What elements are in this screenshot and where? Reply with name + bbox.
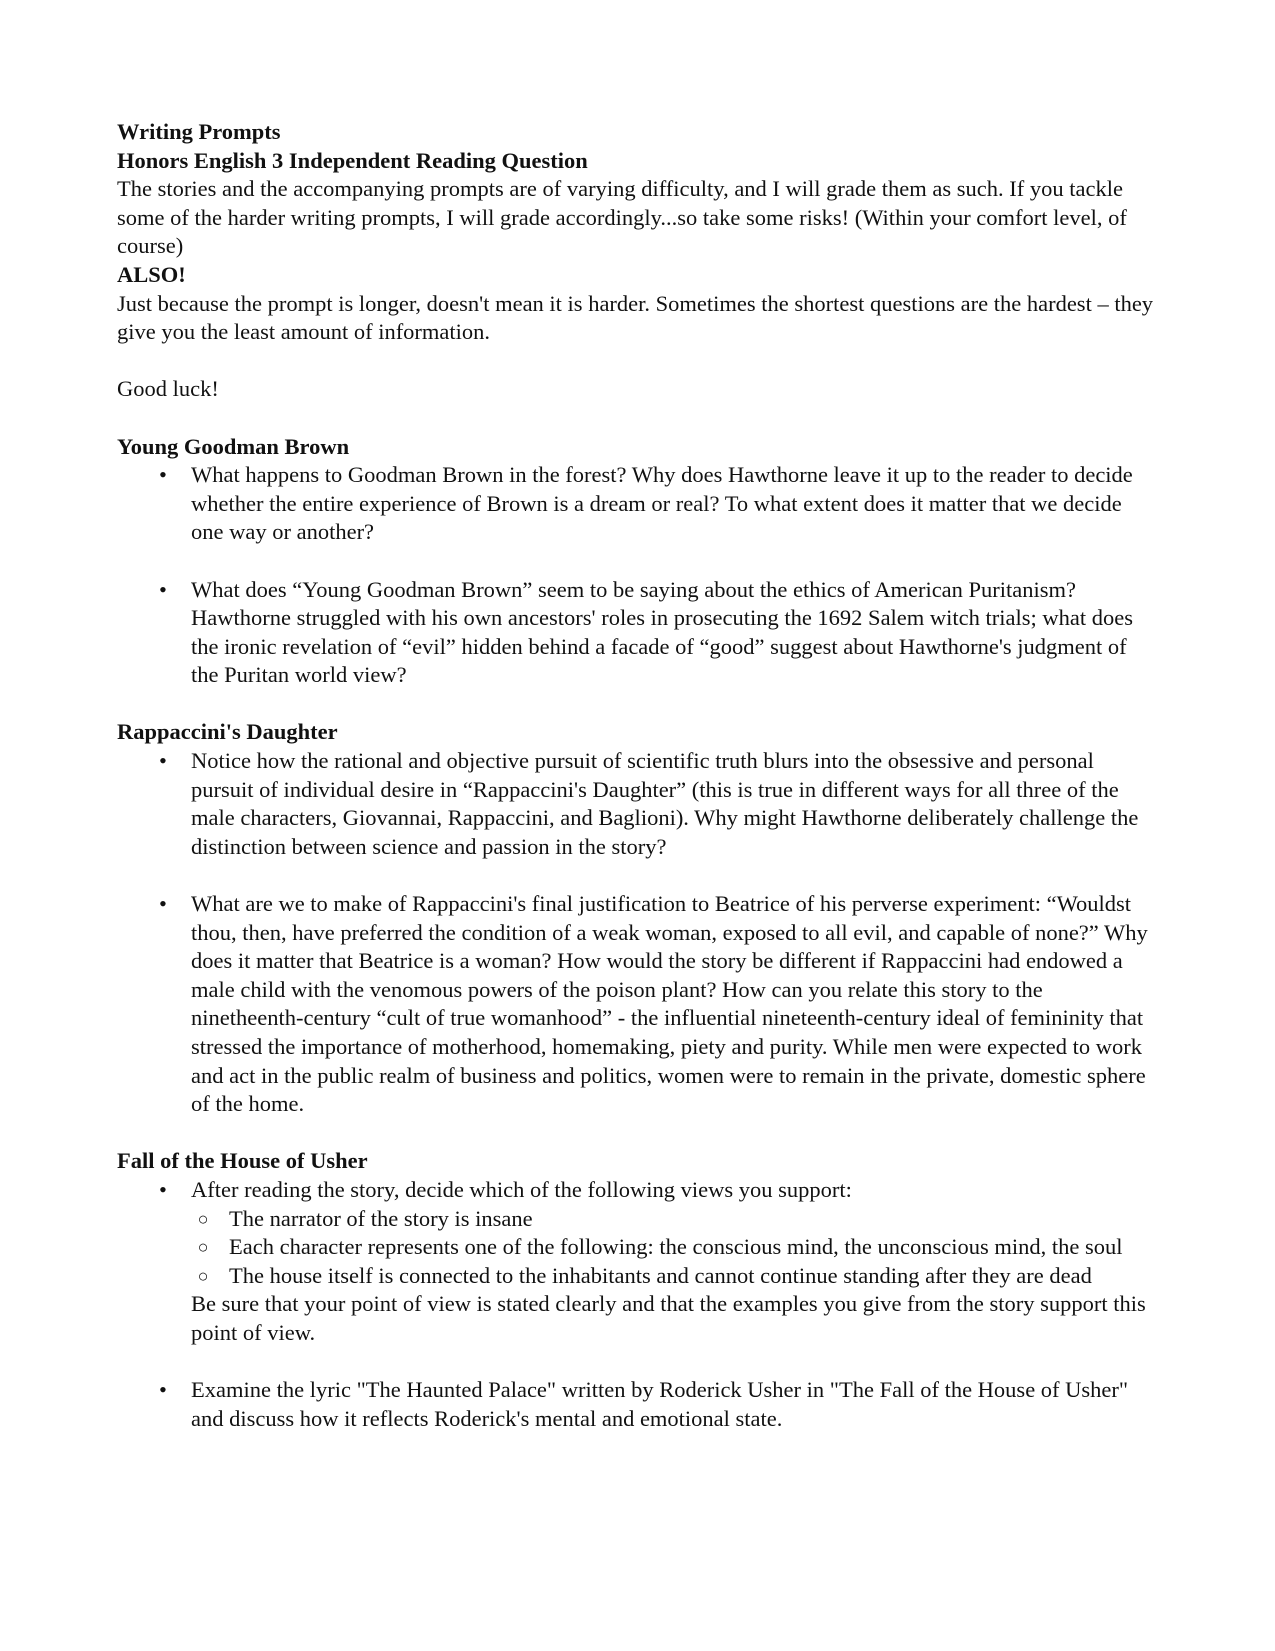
prompt-text: Examine the lyric "The Haunted Palace" written by Roderick Usher in "The Fall of the House of Usher" and discuss how it reflects Roderick's mental and emotional state. [191,1377,1129,1431]
bullet-icon: • [159,1176,167,1202]
spacer [117,347,1157,376]
view-text: The narrator of the story is insane [229,1205,533,1231]
view-text: Each character represents one of the following: the conscious mind, the unconscious mind, the soul [229,1234,1123,1260]
bullet-icon: • [159,576,167,602]
bullet-icon: • [159,891,167,917]
spacer [117,690,1157,719]
list-gap [117,1348,1157,1377]
prompt-text: What happens to Goodman Brown in the forest? Why does Hawthorne leave it up to the reader to decide whether the entire experience of Brown is a dream or real? To what extent does it matter that we decide one way or another? [191,462,1133,545]
document-page [117,118,1157,1433]
prompt-lead-text: After reading the story, decide which of the following views you support: [191,1176,852,1202]
list-item [191,1233,1157,1262]
spacer [117,1119,1157,1148]
intro-paragraph-2: Just because the prompt is longer, doesn't mean it is harder. Sometimes the shortest questions are the hardest – they give you the least amount of information. [117,290,1154,345]
also-heading: ALSO! [117,261,186,287]
list-item [191,1262,1157,1291]
list-item [117,747,1157,861]
view-text: The house itself is connected to the inhabitants and cannot continue standing after they are dead [229,1262,1092,1288]
prompt-follow-up-text: Be sure that your point of view is stated clearly and that the examples you give from the story support this point of view. [191,1291,1146,1345]
list-item [117,461,1157,547]
list-item [117,1176,1157,1348]
list-item [117,1376,1157,1433]
spacer [117,404,1157,433]
circle-bullet-icon: ○ [197,1237,209,1258]
circle-bullet-icon: ○ [197,1208,209,1229]
section-heading-fall-of-the-house-of-usher: Fall of the House of Usher [117,1148,368,1174]
prompt-list-young-goodman-brown [117,461,1157,690]
list-gap [117,861,1157,890]
intro-paragraph: The stories and the accompanying prompts are of varying difficulty, and I will grade them as such. If you tackle some of the harder writing prompts, I will grade accordingly...so take some risks! (Within your comfort level, of course) [117,176,1127,259]
prompt-text: What does “Young Goodman Brown” seem to be saying about the ethics of American Puritanism? Hawthorne struggled with his own ancestors' roles in prosecuting the 1692 Salem witch trials; what does the ironic revelation of “evil” hidden behind a facade of “good” suggest about Hawthorne's judgment of the Puritan world view? [191,576,1134,688]
list-item [191,1205,1157,1234]
document-subtitle: Honors English 3 Independent Reading Question [117,147,588,173]
good-luck-text: Good luck! [117,376,219,402]
list-item [117,576,1157,690]
views-list [191,1205,1157,1291]
prompt-text: What are we to make of Rappaccini's final justification to Beatrice of his perverse experiment: “Wouldst thou, then, have preferred the condition of a weak woman, exposed to all evil, and capable of none?” Why does it matter that Beatrice is a woman? How would the story be different if Rappaccini had endowed a male child with the venomous powers of the poison plant? How can you relate this story to the ninetheenth-century “cult of true womanhood” - the influential nineteenth-century ideal of femininity that stressed the importance of motherhood, homemaking, piety and purity. While men were expected to work and act in the public realm of business and politics, women were to remain in the private, domestic sphere of the home. [191,891,1148,1117]
circle-bullet-icon: ○ [197,1265,209,1286]
bullet-icon: • [159,462,167,488]
prompt-text: Notice how the rational and objective pursuit of scientific truth blurs into the obsessive and personal pursuit of individual desire in “Rappaccini's Daughter” (this is true in different ways for all three of the male characters, Giovannai, Rappaccini, and Baglioni). Why might Hawthorne deliberately challenge the distinction between science and passion in the story? [191,748,1139,859]
list-item [117,890,1157,1119]
prompt-list-rappaccinis-daughter [117,747,1157,1119]
document-title: Writing Prompts [117,119,281,144]
bullet-icon: • [159,748,167,774]
bullet-icon: • [159,1377,167,1403]
prompt-list-fall-of-the-house-of-usher [117,1176,1157,1433]
section-heading-rappaccinis-daughter: Rappaccini's Daughter [117,719,338,745]
list-gap [117,547,1157,576]
section-heading-young-goodman-brown: Young Goodman Brown [117,433,350,459]
